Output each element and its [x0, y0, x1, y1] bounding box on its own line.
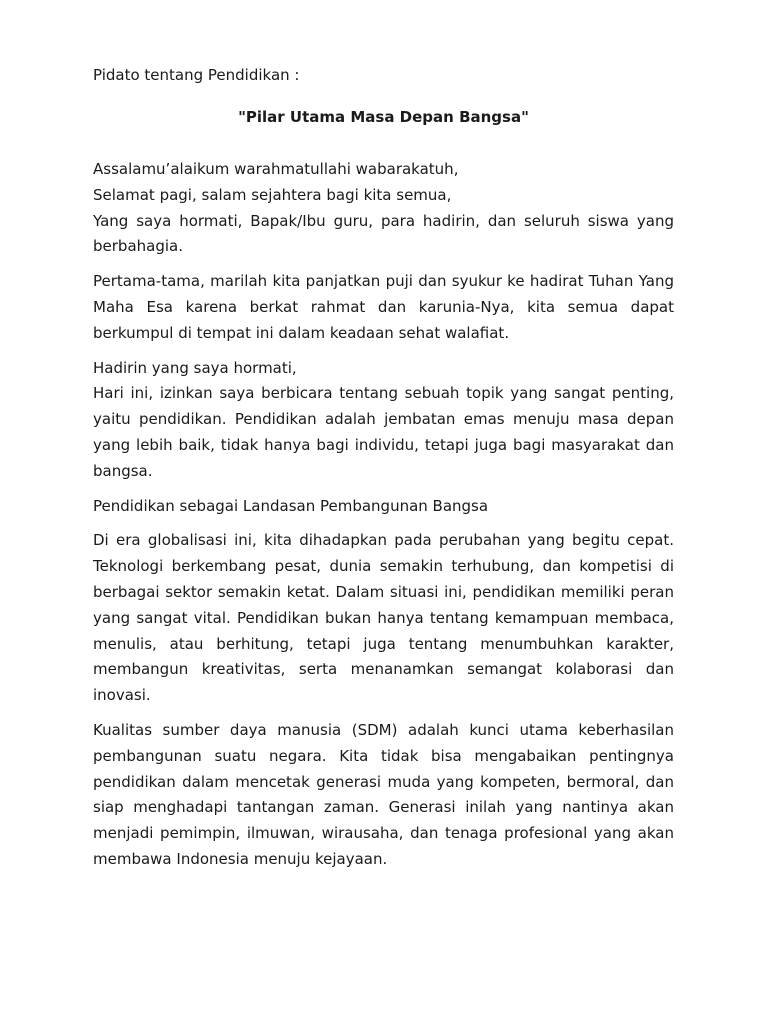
- greeting-line: Yang saya hormati, Bapak/Ibu guru, para hadirin, dan seluruh siswa yang berbahagia.: [93, 211, 674, 256]
- paragraph-globalization: Di era globalisasi ini, kita dihadapkan pada perubahan yang begitu cepat. Teknologi berkembang pesat, dunia semakin terhubung, dan kompetisi di berbagai sektor semakin ketat. Dalam situasi ini, pendidikan memiliki peran yang sangat vital. Pendidikan bukan hanya tentang kemampuan membaca, menulis, atau berhitung, tetapi juga tentang menumbuhkan karakter, membangun kreativitas, serta menanamkan semangat kolaborasi dan inovasi.: [93, 531, 674, 705]
- topic-intro-block: [93, 356, 674, 485]
- audience-line: Hadirin yang saya hormati,: [93, 358, 297, 377]
- speech-title: "Pilar Utama Masa Depan Bangsa": [238, 108, 529, 126]
- section-title: Pendidikan sebagai Landasan Pembangunan Bangsa: [93, 496, 489, 515]
- paragraph-topic: Hari ini, izinkan saya berbicara tentang sebuah topik yang sangat penting, yaitu pendidikan. Pendidikan adalah jembatan emas menuju masa depan yang lebih baik, tidak hanya bagi individu, tetapi juga bagi masyarakat dan bangsa.: [93, 384, 674, 480]
- document-heading: Pidato tentang Pendidikan :: [93, 66, 300, 84]
- greeting-line: Selamat pagi, salam sejahtera bagi kita semua,: [93, 185, 452, 204]
- greeting-block: [93, 157, 674, 260]
- document-page: [93, 66, 674, 882]
- paragraph-opening: Pertama-tama, marilah kita panjatkan puji dan syukur ke hadirat Tuhan Yang Maha Esa karena berkat rahmat dan karunia-Nya, kita semua dapat berkumpul di tempat ini dalam keadaan sehat walafiat.: [93, 272, 674, 342]
- paragraph-human-resources: Kualitas sumber daya manusia (SDM) adalah kunci utama keberhasilan pembangunan suatu negara. Kita tidak bisa mengabaikan pentingnya pendidikan dalam mencetak generasi muda yang kompeten, bermoral, dan siap menghadapi tantangan zaman. Generasi inilah yang nantinya akan menjadi pemimpin, ilmuwan, wirausaha, dan tenaga profesional yang akan membawa Indonesia menuju kejayaan.: [93, 720, 674, 868]
- greeting-line: Assalamu’alaikum warahmatullahi wabarakatuh,: [93, 160, 459, 178]
